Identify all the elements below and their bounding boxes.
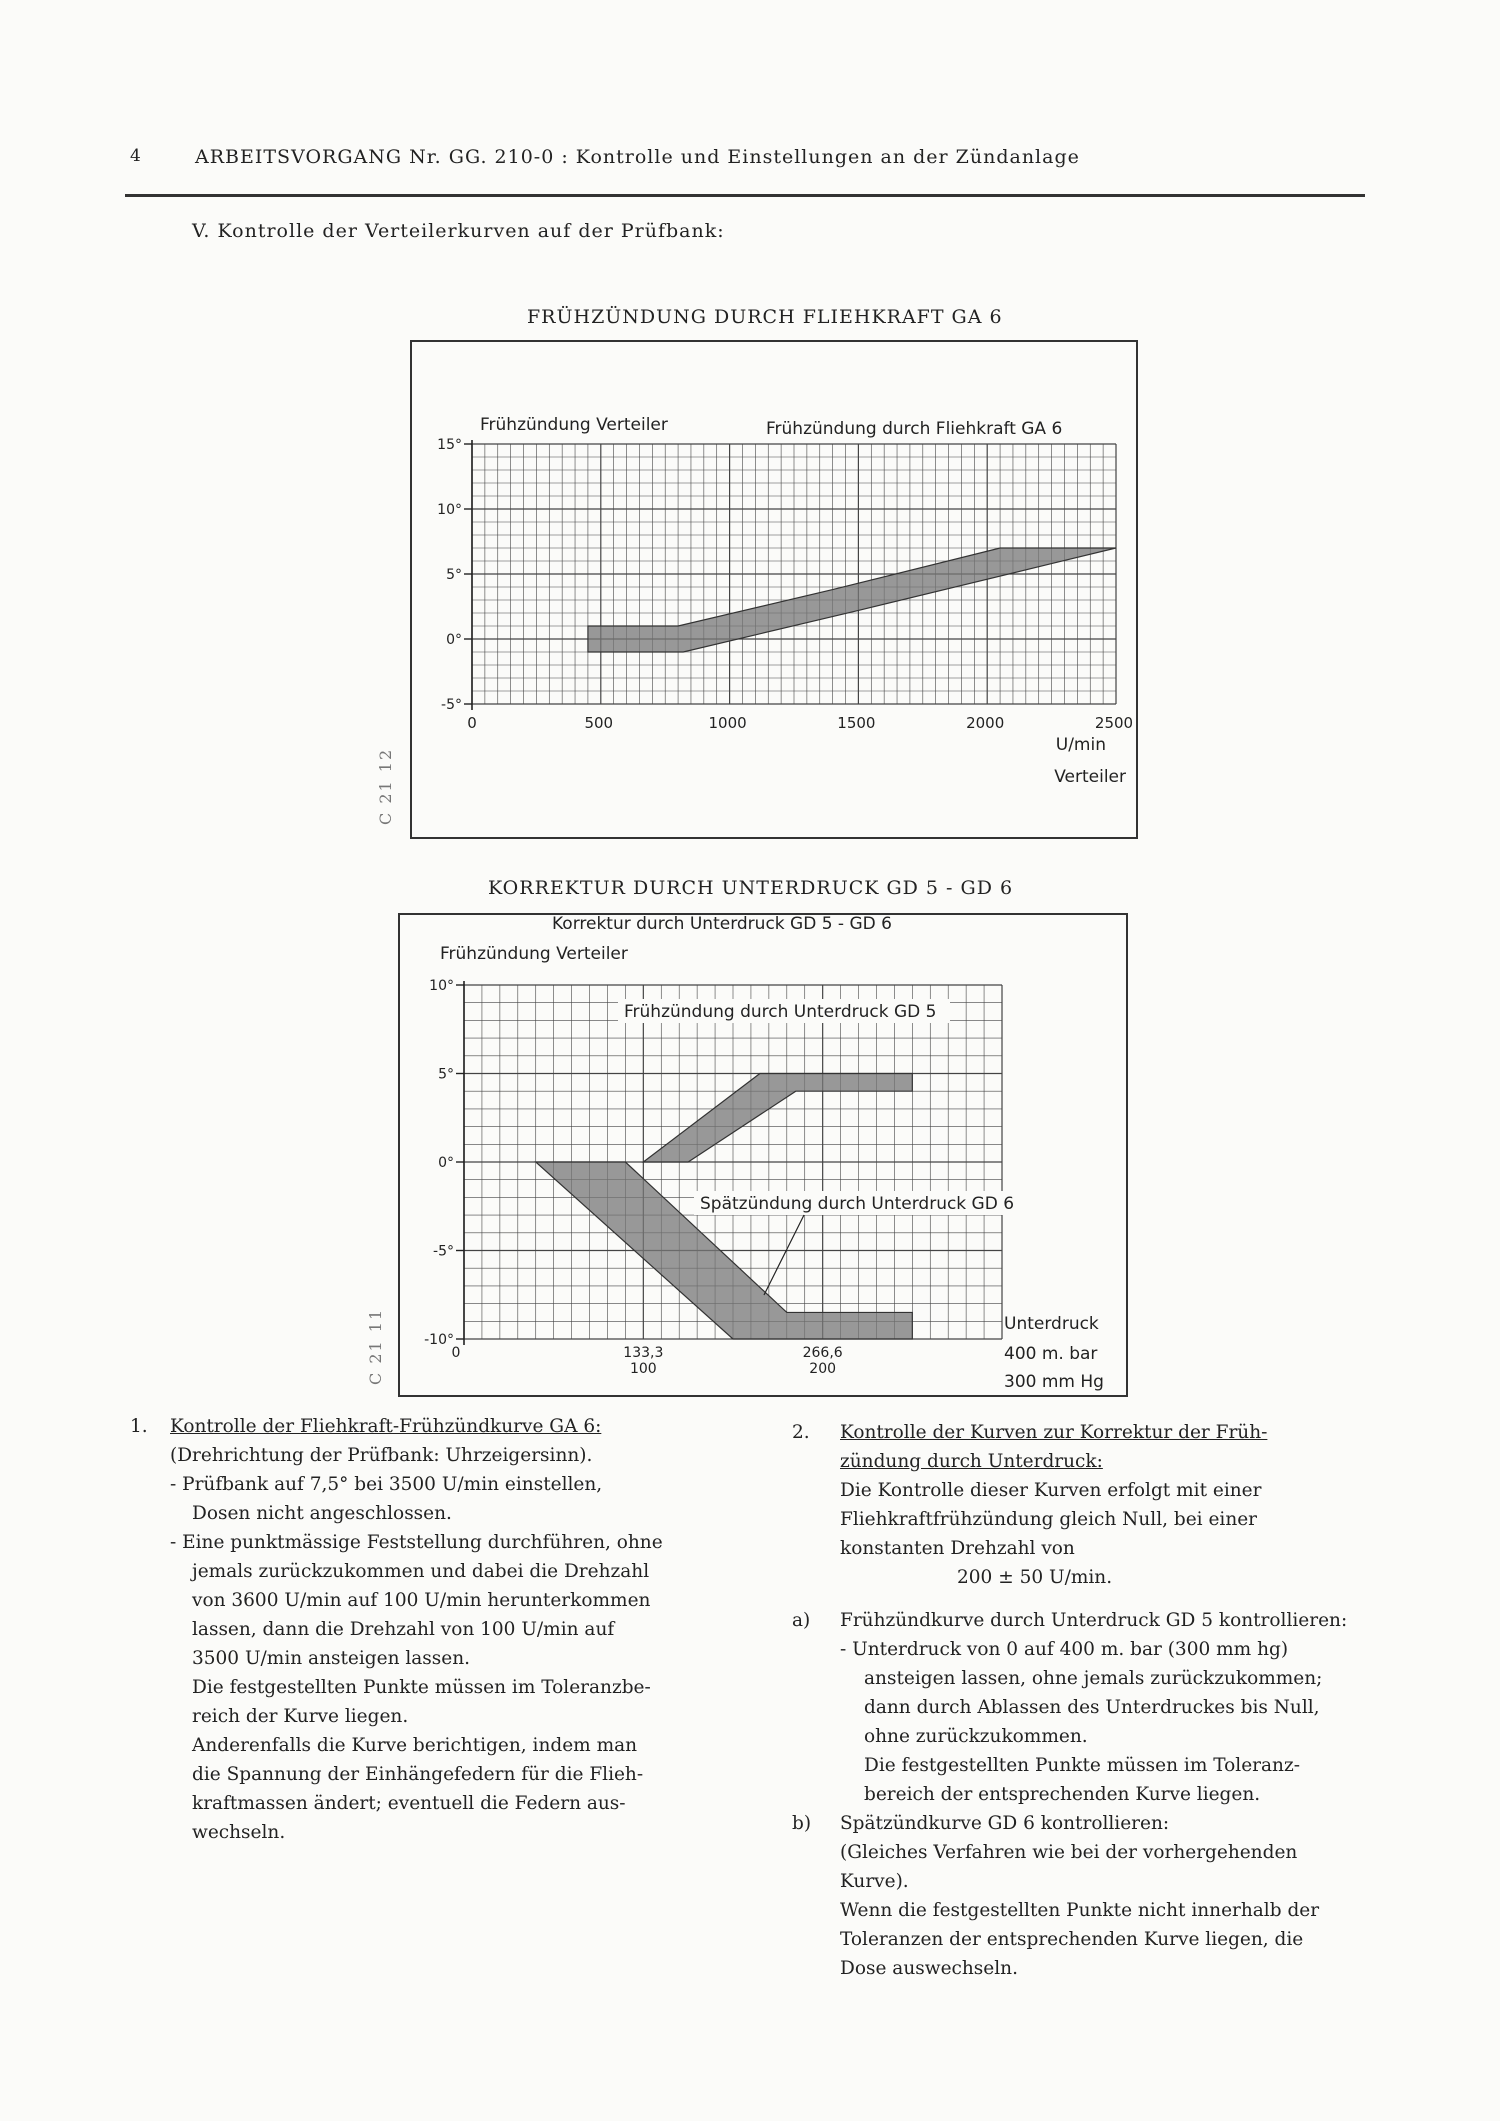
item2-title-2: zündung durch Unterdruck: [840,1451,1103,1472]
chart2-x-tick-bottom: 200 [809,1361,837,1377]
chart2-gd6-label: Spätzündung durch Unterdruck GD 6 [700,1194,1015,1214]
right-column [792,1418,1402,1983]
chart2-x-tick-top: 266,6 [802,1345,843,1361]
left-line: wechseln. [192,1822,286,1843]
left-line: von 3600 U/min auf 100 U/min herunterkommen [192,1590,651,1611]
section-title: V. Kontrolle der Verteilerkurven auf der Prüfbank: [192,220,725,242]
chart2-gd6-pointer [764,1215,804,1295]
a-heading [792,1606,1402,1635]
right-intro-line: konstanten Drehzahl von [840,1538,1075,1559]
a-label: a) [792,1610,811,1631]
chart2-x-unit-3: 300 mm Hg [1004,1372,1104,1392]
chart2-side-code: C 21 11 [366,1307,385,1385]
chart2-y-tick-label: -5° [433,1243,454,1260]
left-line: kraftmassen ändert; eventuell die Federn aus- [192,1793,626,1814]
left-line: Anderenfalls die Kurve berichtigen, indem man [192,1735,638,1756]
chart1-y-tick-label: 15° [437,437,462,453]
item1-heading [130,1412,710,1441]
chart2-x-unit-1: Unterdruck [1004,1314,1099,1334]
chart1-x-tick-label: 0 [467,714,477,732]
item2-title-2-line [792,1447,1402,1476]
chart1-svg [412,342,1136,837]
chart1-y-tick-label: 5° [446,567,462,583]
chart1-x-tick-label: 500 [584,714,614,732]
chart2-caption: KORREKTUR DURCH UNTERDRUCK GD 5 - GD 6 [488,877,1014,899]
chart1-inner-title: Frühzündung durch Fliehkraft GA 6 [766,419,1063,439]
chart1-caption: FRÜHZÜNDUNG DURCH FLIEHKRAFT GA 6 [527,306,1003,328]
b-line: Wenn die festgestellten Punkte nicht innerhalb der [840,1900,1320,1921]
left-column [130,1412,710,1847]
chart1-y-tick-label: 0° [446,632,462,648]
chart2-y-tick-label: 10° [429,978,454,994]
item2-title-1: Kontrolle der Kurven zur Korrektur der Früh- [840,1422,1268,1443]
b-line: Kurve). [840,1871,909,1892]
chart1-x-unit: U/min [1055,735,1106,755]
chart2-y-tick-label: 5° [438,1066,454,1083]
b-line: Dose auswechseln. [840,1958,1018,1979]
chart2-gd5-band [643,1074,912,1163]
left-line: 3500 U/min ansteigen lassen. [192,1648,471,1669]
chart1-x-tick-label: 2000 [966,714,1005,732]
left-line: Die festgestellten Punkte müssen im Toleranzbe- [192,1677,651,1698]
b-heading [792,1809,1402,1838]
b-line: (Gleiches Verfahren wie bei der vorhergehenden [840,1842,1298,1863]
b-line: Toleranzen der entsprechenden Kurve liegen, die [840,1929,1304,1950]
a-line: dann durch Ablassen des Unterdruckes bis Null, [864,1697,1320,1718]
chart2-inner-title: Korrektur durch Unterdruck GD 5 - GD 6 [552,915,892,934]
chart1-x-tick-label: 2500 [1094,714,1134,732]
left-line: - Prüfbank auf 7,5° bei 3500 U/min einstellen, [170,1474,603,1495]
chart2-y-axis-label: Frühzündung Verteiler [440,944,628,964]
left-line: die Spannung der Einhängefedern für die Flieh- [192,1764,644,1785]
left-line: reich der Kurve liegen. [192,1706,409,1727]
left-line: - Eine punktmässige Feststellung durchführen, ohne [170,1532,663,1553]
chart1-y-tick-label: -5° [441,697,462,713]
chart2-y-tick-label: 0° [438,1155,454,1171]
item2-number: 2. [792,1422,810,1443]
item1-number: 1. [130,1416,148,1437]
rpm-value: 200 ± 50 U/min. [957,1567,1113,1588]
chart2-x-tick-top: 0 [451,1345,461,1361]
b-label: b) [792,1813,812,1834]
item1-title: Kontrolle der Fliehkraft-Frühzündkurve GA 6: [170,1416,602,1437]
a-line: - Unterdruck von 0 auf 400 m. bar (300 mm hg) [840,1639,1289,1660]
chart2-x-tick-top: 133,3 [623,1345,664,1361]
header-rule [125,194,1365,197]
chart1-x-tick-label: 1000 [708,714,747,732]
left-line: jemals zurückzukommen und dabei die Drehzahl [192,1561,650,1582]
a-title: Frühzündkurve durch Unterdruck GD 5 kontrollieren: [840,1610,1348,1631]
chart2-y-tick-label: -10° [424,1332,454,1348]
left-line: lassen, dann die Drehzahl von 100 U/min auf [192,1619,615,1640]
chart2-x-tick-bottom: 100 [629,1361,657,1377]
a-line: bereich der entsprechenden Kurve liegen. [864,1784,1261,1805]
right-intro-line: Fliehkraftfrühzündung gleich Null, bei einer [840,1509,1258,1530]
chart2-x-unit-2: 400 m. bar [1004,1344,1098,1364]
chart1-x-tick-label: 1500 [837,714,876,732]
chart1-x-unit-2: Verteiler [1054,767,1126,787]
left-line: Dosen nicht angeschlossen. [192,1503,452,1524]
chart2-gd5-label: Frühzündung durch Unterdruck GD 5 [624,1002,937,1022]
chart1-side-code: C 21 12 [376,747,395,825]
chart1-y-tick-label: 10° [437,502,462,518]
chart1-frame [410,340,1138,839]
page-header [125,140,1365,180]
header-title: ARBEITSVORGANG Nr. GG. 210-0 : Kontrolle und Einstellungen an der Zündanlage [195,146,1080,168]
chart1-y-axis-label: Frühzündung Verteiler [480,415,668,435]
a-line: ansteigen lassen, ohne jemals zurückzukommen; [864,1668,1323,1689]
right-intro-line: Die Kontrolle dieser Kurven erfolgt mit einer [840,1480,1262,1501]
a-line: Die festgestellten Punkte müssen im Toleranz- [864,1755,1300,1776]
item2-heading [792,1418,1402,1447]
page-number: 4 [130,146,141,166]
a-line: ohne zurückzukommen. [864,1726,1088,1747]
chart2-frame [398,913,1128,1397]
chart2-svg [400,915,1126,1395]
b-title: Spätzündkurve GD 6 kontrollieren: [840,1813,1170,1834]
left-line: (Drehrichtung der Prüfbank: Uhrzeigersinn). [170,1445,593,1466]
